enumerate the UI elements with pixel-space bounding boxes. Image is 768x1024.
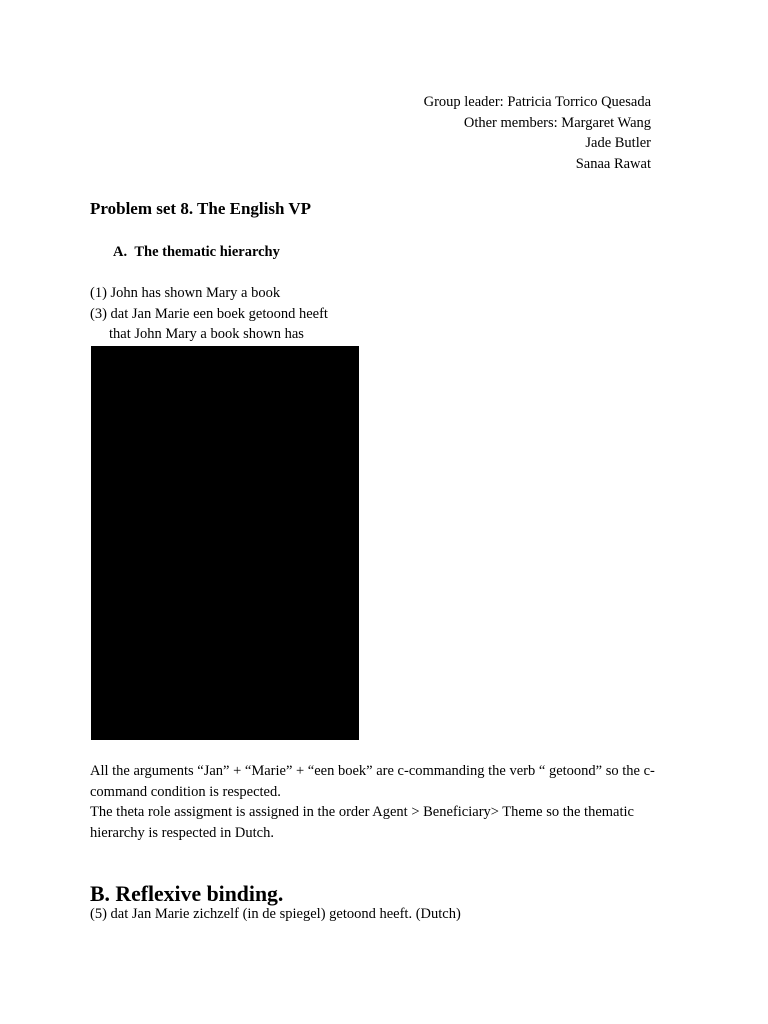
analysis-text [90,761,685,843]
section-a-title: The thematic hierarchy [134,244,280,260]
example-3: (3) dat Jan Marie een boek getoond heeft [90,305,328,322]
paragraph-c-command: All the arguments “Jan” + “Marie” + “een boek” are c-commanding the verb “ getoond” so the c-command condition is respected. [90,763,655,800]
section-a-heading [113,242,280,263]
group-members-block [424,92,651,174]
group-leader-line: Group leader: Patricia Torrico Quesada [423,94,651,110]
example-1: (1) John has shown Mary a book [90,285,281,301]
paragraph-theta-role: The theta role assigment is assigned in the order Agent > Beneficiary> Theme so the thematic hierarchy is respected in Dutch. [90,804,634,841]
section-b-heading: B. Reflexive binding. [90,882,284,906]
example-3-gloss: that John Mary a book shown has [109,326,304,342]
example-5: (5) dat Jan Marie zichzelf (in de spiegel) getoond heeft. (Dutch) [90,906,461,922]
redacted-image [91,346,359,740]
section-a-label: A. [113,244,128,260]
other-members-line: Other members: Margaret Wang [463,114,651,131]
examples-block [90,283,328,345]
member-name: Sanaa Rawat [575,155,651,172]
document-title: Problem set 8. The English VP [90,199,312,218]
member-name: Jade Butler [585,135,651,151]
